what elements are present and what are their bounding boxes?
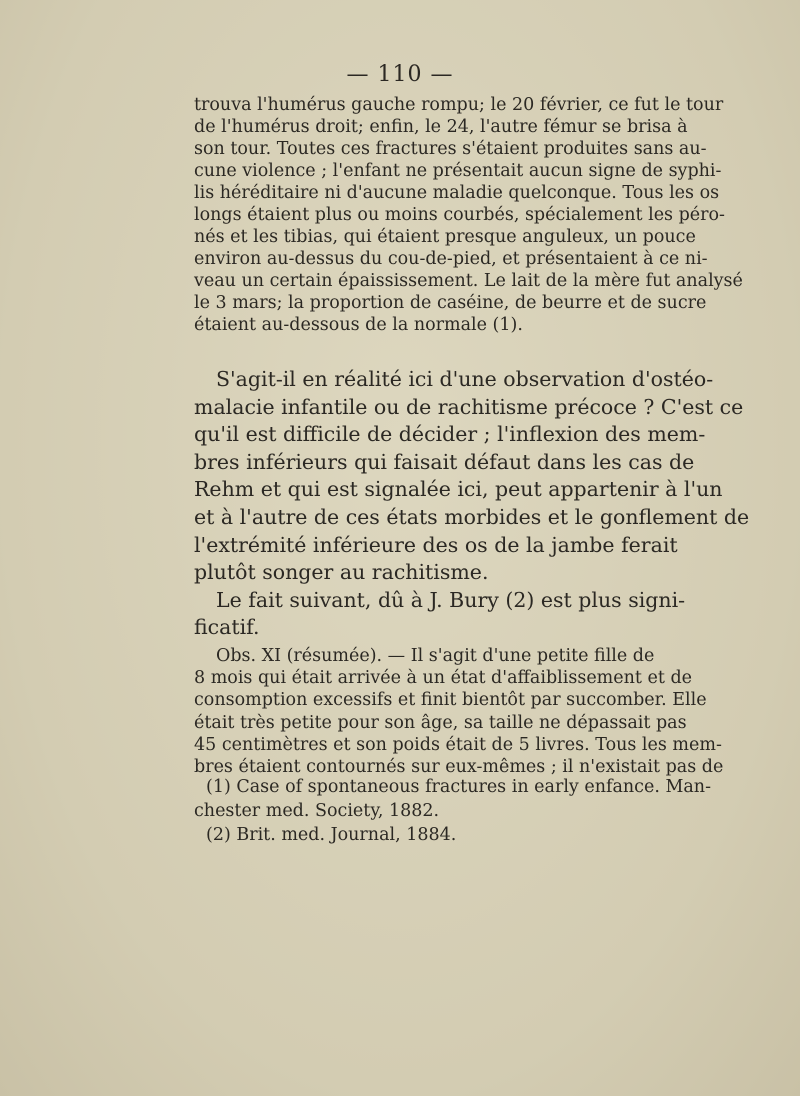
text-line: plutôt songer au rachitisme. <box>194 560 489 585</box>
paragraph-continuation <box>194 94 743 336</box>
text-line: consomption excessifs et finit bientôt par succomber. Elle <box>194 690 707 711</box>
text-line: malacie infantile ou de rachitisme précoce ? C'est ce <box>194 394 744 419</box>
text-line: Obs. XI (résumée). — Il s'agit d'une petite fille de <box>216 646 655 666</box>
text-line: trouva l'humérus gauche rompu; le 20 février, ce fut le tour <box>194 95 724 115</box>
text-line: le 3 mars; la proportion de caséine, de beurre et de sucre <box>194 293 707 313</box>
observation-paragraph <box>194 645 724 778</box>
page-number: — 110 — <box>346 62 454 87</box>
text-line: étaient au-dessous de la normale (1). <box>194 315 523 335</box>
text-line: cune violence ; l'enfant ne présentait aucun signe de syphi- <box>194 161 722 181</box>
text-line: 8 mois qui était arrivée à un état d'affaiblissement et de <box>194 668 693 689</box>
text-line: ficatif. <box>194 615 260 640</box>
text-line: était très petite pour son âge, sa taille ne dépassait pas <box>194 712 687 733</box>
text-line: qu'il est difficile de décider ; l'inflexion des mem- <box>194 422 706 447</box>
text-line: l'extrémité inférieure des os de la jambe ferait <box>194 532 678 557</box>
text-line: et à l'autre de ces états morbides et le gonflement de <box>194 504 750 529</box>
text-line: 45 centimètres et son poids était de 5 livres. Tous les mem- <box>194 734 722 755</box>
text-line: lis héréditaire ni d'aucune maladie quelconque. Tous les os <box>194 183 720 203</box>
footnotes <box>194 775 711 847</box>
text-line: Rehm et qui est signalée ici, peut appartenir à l'un <box>194 477 723 502</box>
paragraph-discussion <box>194 366 750 642</box>
text-line: de l'humérus droit; enfin, le 24, l'autre fémur se brisa à <box>194 117 688 137</box>
text-line: nés et les tibias, qui étaient presque anguleux, un pouce <box>194 227 696 247</box>
text-line: veau un certain épaississement. Le lait de la mère fut analysé <box>194 271 743 291</box>
footnote: (2) Brit. med. Journal, 1884. <box>206 825 457 845</box>
footnote: chester med. Society, 1882. <box>194 801 440 821</box>
text-line: environ au-dessus du cou-de-pied, et présentaient à ce ni- <box>194 249 708 269</box>
text-line: Le fait suivant, dû à J. Bury (2) est plus signi- <box>216 587 686 612</box>
text-line: longs étaient plus ou moins courbés, spécialement les péro- <box>194 205 725 225</box>
text-line: bres étaient contournés sur eux-mêmes ; il n'existait pas de <box>194 757 724 778</box>
text-line: S'agit-il en réalité ici d'une observation d'ostéo- <box>216 367 714 391</box>
footnote: (1) Case of spontaneous fractures in early enfance. Man- <box>206 777 711 797</box>
text-line: bres inférieurs qui faisait défaut dans les cas de <box>194 449 695 474</box>
text-line: son tour. Toutes ces fractures s'étaient produites sans au- <box>194 139 707 159</box>
